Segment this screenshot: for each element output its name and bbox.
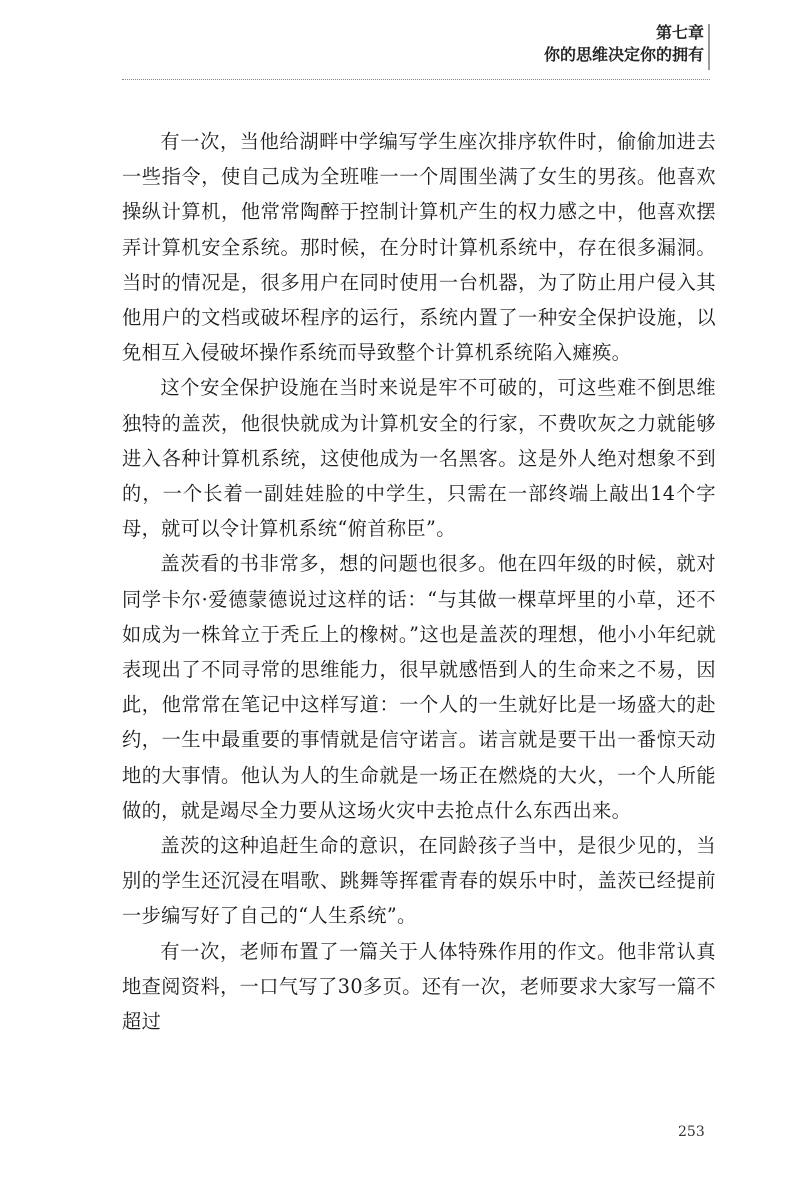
paragraph-2: 这个安全保护设施在当时来说是牢不可破的，可这些难不倒思维独特的盖茨，他很快就成为计算机安全的行家，不费吹灰之力就能够进入各种计算机系统，这使他成为一名黑客。这是外人绝对想象不到的，一个长着一副娃娃脸的中学生，只需在一部终端上敲出14个字母，就可以令计算机系统“俯首称臣”。 bbox=[122, 376, 716, 541]
body-text bbox=[122, 124, 716, 1039]
running-header bbox=[544, 22, 704, 66]
header-vertical-rule bbox=[708, 24, 710, 70]
paragraph-3: 盖茨看的书非常多，想的问题也很多。他在四年级的时候，就对同学卡尔·爱德蒙德说过这样的话：“与其做一棵草坪里的小草，还不如成为一株耸立于秃丘上的橡树。”这也是盖茨的理想，他小小年纪就表现出了不同寻常的思维能力，很早就感悟到人的生命来之不易，因此，他常常在笔记中这样写道：一个人的一生就好比是一场盛大的赴约，一生中最重要的事情就是信守诺言。诺言就是要干出一番惊天动地的大事情。他认为人的生命就是一场正在燃烧的大火，一个人所能做的，就是竭尽全力要从这场火灾中去抢点什么东西出来。 bbox=[122, 552, 716, 822]
chapter-title: 你的思维决定你的拥有 bbox=[543, 45, 704, 64]
paragraph-5: 有一次，老师布置了一篇关于人体特殊作用的作文。他非常认真地查阅资料，一口气写了30多页。还有一次，老师要求大家写一篇不超过 bbox=[122, 939, 716, 1034]
paragraph-1: 有一次，当他给湖畔中学编写学生座次排序软件时，偷偷加进去一些指令，使自己成为全班唯一一个周围坐满了女生的男孩。他喜欢操纵计算机，他常常陶醉于控制计算机产生的权力感之中，他喜欢摆弄计算机安全系统。那时候，在分时计算机系统中，存在很多漏洞。当时的情况是，很多用户在同时使用一台机器，为了防止用户侵入其他用户的文档或破坏程序的运行，系统内置了一种安全保护设施，以免相互入侵破坏操作系统而导致整个计算机系统陷入瘫痪。 bbox=[122, 130, 716, 365]
page-number: 253 bbox=[678, 1124, 705, 1140]
paragraph-4: 盖茨的这种追赶生命的意识，在同龄孩子当中，是很少见的，当别的学生还沉浸在唱歌、跳舞等挥霍青春的娱乐中时，盖茨已经提前一步编写好了自己的“人生系统”。 bbox=[122, 834, 716, 928]
header-dotted-rule bbox=[122, 79, 710, 80]
chapter-number: 第七章 bbox=[655, 23, 704, 42]
